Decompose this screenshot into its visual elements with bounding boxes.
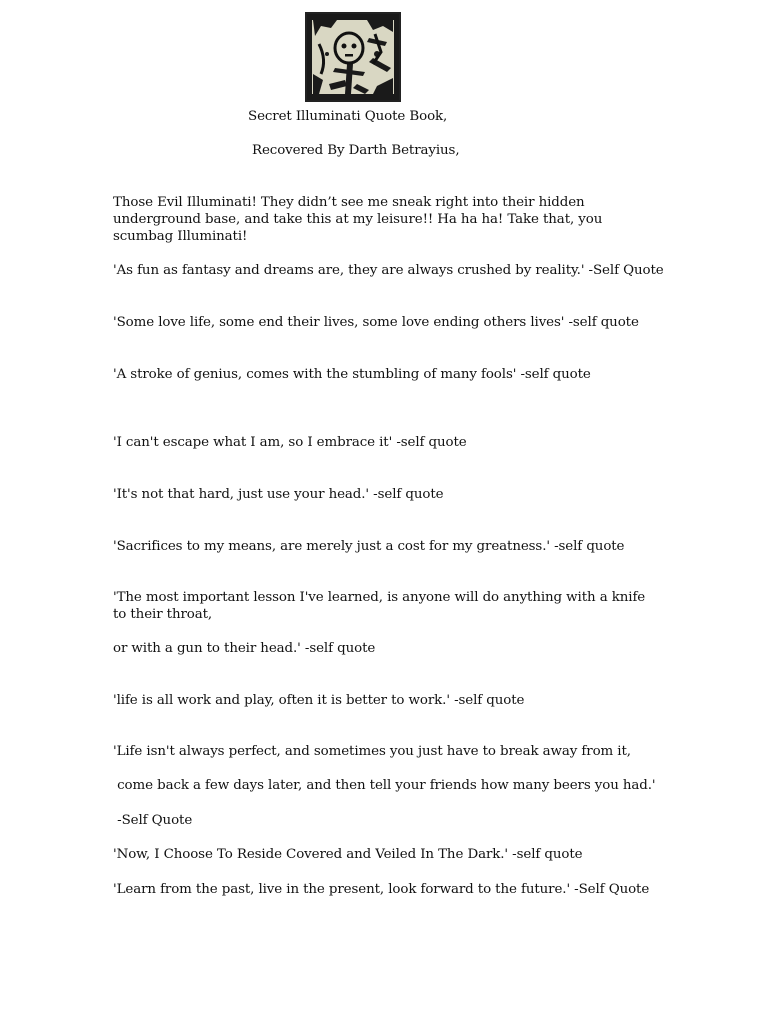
quote-line: 'I can't escape what I am, so I embrace it' -self quote: [113, 435, 467, 450]
quote-line: come back a few days later, and then tell your friends how many beers you had.': [113, 778, 656, 793]
quote-line: 'It's not that hard, just use your head.' -self quote: [113, 487, 444, 502]
quote-line: -Self Quote: [113, 813, 193, 828]
document-subtitle: Recovered By Darth Betrayius,: [252, 143, 460, 158]
quote-line: 'A stroke of genius, comes with the stumbling of many fools' -self quote: [113, 367, 591, 382]
quote-line: 'life is all work and play, often it is better to work.' -self quote: [113, 693, 525, 708]
quote-line: or with a gun to their head.' -self quote: [113, 641, 376, 656]
quote-line: 'The most important lesson I've learned, is anyone will do anything with a knife to their throat,: [113, 590, 646, 622]
quote-line: 'Some love life, some end their lives, some love ending others lives' -self quote: [113, 315, 639, 330]
quote-line: 'Sacrifices to my means, are merely just a cost for my greatness.' -self quote: [113, 539, 625, 554]
quote-line: 'Learn from the past, live in the present, look forward to the future.' -Self Quote: [113, 882, 650, 897]
intro-paragraph: Those Evil Illuminati! They didn’t see me sneak right into their hidden underground base, and take this at my leisure!! Ha ha ha! Take that, you scumbag Illuminati!: [113, 195, 603, 244]
illuminati-drawing-icon: [305, 12, 401, 102]
quote-line: 'Life isn't always perfect, and sometimes you just have to break away from it,: [113, 744, 631, 759]
document-title: Secret Illuminati Quote Book,: [248, 109, 448, 124]
quote-line: 'As fun as fantasy and dreams are, they are always crushed by reality.' -Self Quote: [113, 263, 664, 278]
quote-line: 'Now, I Choose To Reside Covered and Veiled In The Dark.' -self quote: [113, 847, 583, 862]
